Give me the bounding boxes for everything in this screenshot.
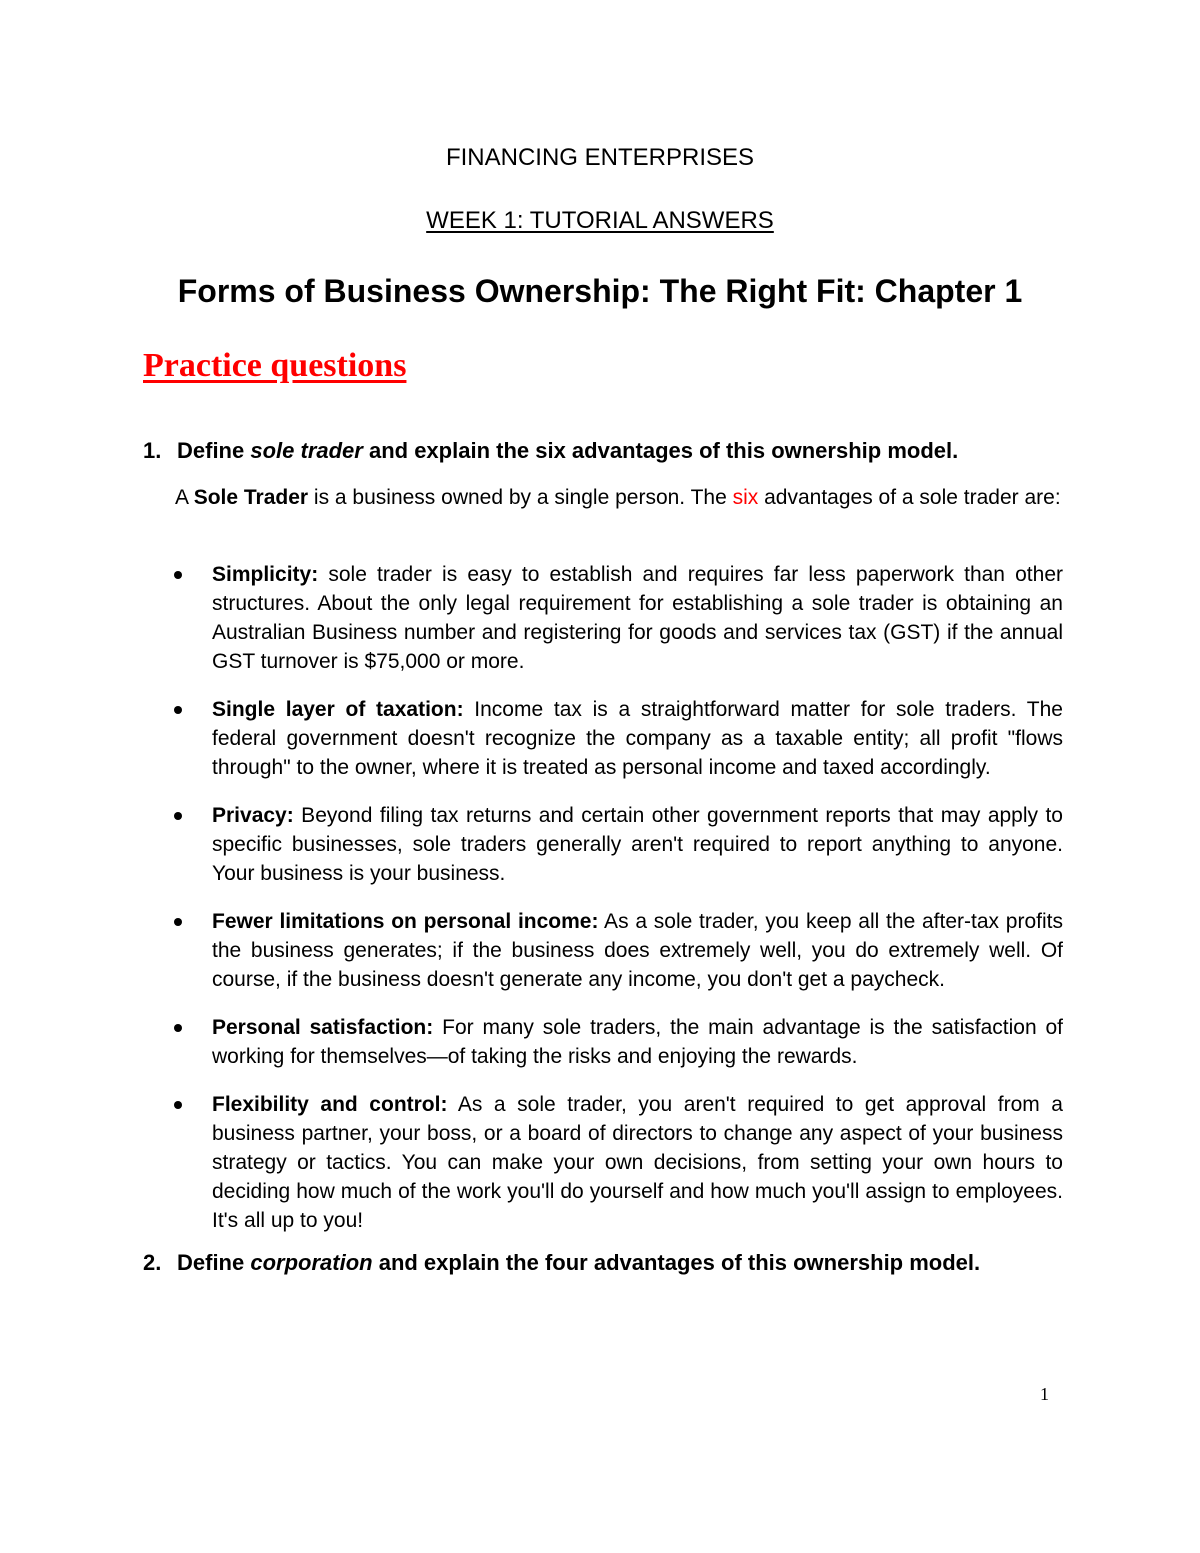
question-text-before: Define	[177, 438, 251, 463]
intro-term: Sole Trader	[193, 486, 309, 509]
question-number: 2.	[143, 1250, 162, 1275]
bullet-icon	[174, 918, 182, 926]
page-number: 1	[1040, 1384, 1049, 1404]
intro-highlight: six	[732, 486, 759, 509]
bullet-icon	[174, 1024, 182, 1032]
list-item	[143, 1013, 1063, 1071]
bullet-icon	[174, 706, 182, 714]
advantage-heading: Simplicity:	[212, 563, 319, 586]
advantages-list	[143, 560, 1063, 1254]
course-title: FINANCING ENTERPRISES	[445, 144, 755, 171]
question-text-before: Define	[177, 1250, 251, 1275]
advantage-text: sole trader is easy to establish and requires far less paperwork than other structures. About the only legal requirement for establishing a sole trader is obtaining an Australian Business number and registering for goods and services tax (GST) if the annual GST turnover is $75,000 or more.	[212, 563, 1063, 673]
bullet-icon	[174, 812, 182, 820]
advantage-heading: Flexibility and control:	[212, 1093, 448, 1116]
bullet-icon	[174, 571, 182, 579]
bullet-icon	[174, 1101, 182, 1109]
intro-text-mid: is a business owned by a single person. The	[308, 486, 733, 509]
advantage-text: For many sole traders, the main advantage is the satisfaction of working for themselves—of taking the risks and enjoying the rewards.	[212, 1016, 1063, 1068]
intro-text-end: advantages of a sole trader are:	[758, 486, 1061, 509]
advantage-text: As a sole trader, you keep all the after-tax profits the business generates; if the business does extremely well, you do extremely well. Of course, if the business doesn't generate any income, you don't get a paycheck.	[212, 910, 1063, 991]
advantage-heading: Personal satisfaction:	[212, 1016, 434, 1039]
question-term: sole trader	[250, 438, 363, 463]
list-item	[143, 1090, 1063, 1235]
advantage-heading: Fewer limitations on personal income:	[212, 910, 599, 933]
list-item	[143, 695, 1063, 782]
intro-lead: A	[175, 486, 194, 509]
section-heading: Practice questions	[143, 347, 407, 384]
advantage-text: Beyond filing tax returns and certain other government reports that may apply to specific businesses, sole traders generally aren't required to report anything to anyone. Your business is your business.	[212, 804, 1063, 885]
question-1	[143, 436, 1063, 466]
advantage-heading: Privacy:	[212, 804, 294, 827]
week-title: WEEK 1: TUTORIAL ANSWERS	[426, 207, 774, 234]
answer-intro	[175, 482, 1065, 513]
advantage-text: Income tax is a straightforward matter for sole traders. The federal government doesn't recognize the company as a taxable entity; all profit "flows through" to the owner, where it is treated as personal income and taxed accordingly.	[212, 698, 1063, 779]
chapter-title: Forms of Business Ownership: The Right Fit: Chapter 1	[177, 273, 1023, 309]
question-2	[143, 1248, 1063, 1278]
question-text-after: and explain the six advantages of this ownership model.	[362, 438, 959, 463]
question-number: 1.	[143, 438, 162, 463]
list-item	[143, 801, 1063, 888]
question-term: corporation	[250, 1250, 373, 1275]
advantage-heading: Single layer of taxation:	[212, 698, 464, 721]
list-item	[143, 907, 1063, 994]
advantage-text: As a sole trader, you aren't required to get approval from a business partner, your boss, or a board of directors to change any aspect of your business strategy or tactics. You can make your own decisions, from setting your own hours to deciding how much of the work you'll do yourself and how much you'll assign to employees. It's all up to you!	[212, 1093, 1063, 1232]
list-item	[143, 560, 1063, 676]
question-text-after: and explain the four advantages of this ownership model.	[372, 1250, 981, 1275]
